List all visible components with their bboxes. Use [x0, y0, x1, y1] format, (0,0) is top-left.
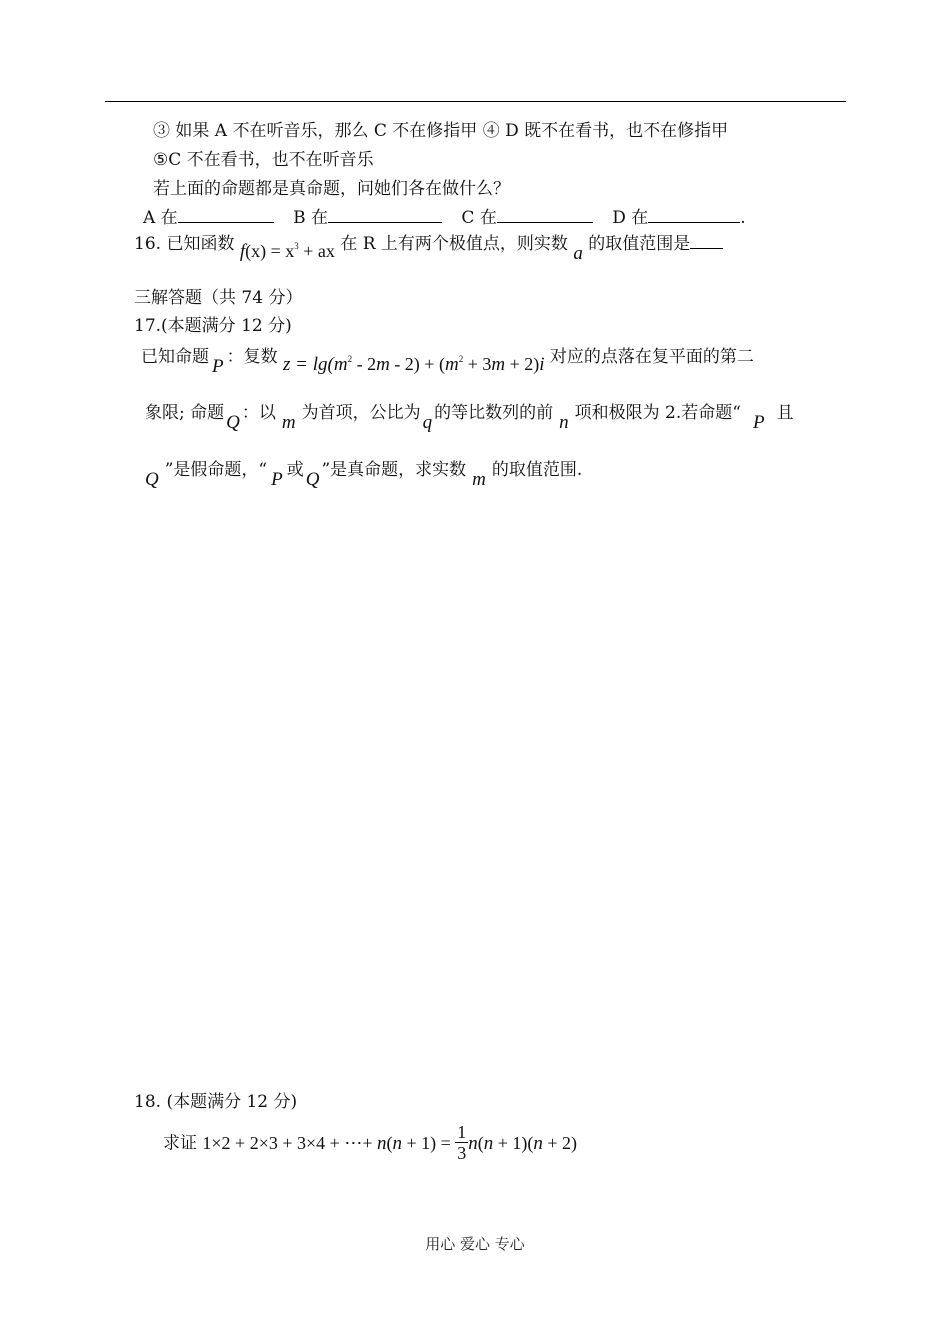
section-heading: 三解答题（共 74 分） — [134, 288, 303, 308]
q17-line-3: Q ”是假命题，“ P 或 Q ”是真命题，求实数 m 的取值范围. — [145, 460, 583, 490]
q15-line-2: ⑤C 不在看书，也不在听音乐 — [153, 150, 374, 170]
complex-number-formula: $z = \lg(m^2 - 2m - 2) + (m^2 + 3m + 2)i$ — [283, 354, 545, 375]
label-c: C 在 — [461, 208, 497, 228]
q17-heading: 17.(本题满分 12 分) — [134, 316, 292, 336]
end-dot: . — [740, 208, 746, 228]
q18-heading: 18. (本题满分 12 分) — [134, 1092, 298, 1112]
q16-function-formula: $f(x) = x^3$ + ax — [239, 241, 335, 262]
label-b: B 在 — [293, 208, 328, 228]
q16-line — [134, 229, 723, 264]
q16-suffix: 的取值范围是 — [588, 234, 691, 254]
page-footer: 用心 爱心 专心 — [425, 1235, 525, 1253]
fraction-one-third: $\frac{1}{3}$ — [457, 1122, 467, 1163]
blank-c[interactable] — [497, 206, 593, 223]
header-rule — [105, 101, 846, 102]
q17-line-1: 已知命题 P ：复数 $z = \lg(m^2 - 2m - 2) + (m^2 + 3m + 2)i$ 对应的点落在复平面的第二 — [141, 347, 754, 377]
blank-a[interactable] — [178, 206, 274, 223]
sum-identity-formula: 1×2 + 2×3 + 3×4 + ⋯+ n(n + 1) = $\frac{1}{3}$ n(n + 1)(n + 2) — [202, 1122, 578, 1163]
label-d: D 在 — [612, 208, 649, 228]
q15-line-1: ③ 如果 A 不在听音乐，那么 C 不在修指甲 ④ D 既不在看书，也不在修指甲 — [153, 121, 729, 141]
blank-d[interactable] — [648, 206, 740, 223]
blank-q16[interactable] — [690, 232, 723, 249]
q18-statement: 求证 1×2 + 2×3 + 3×4 + ⋯+ n(n + 1) = $\frac{1}{3}$ n(n + 1)(n + 2) — [163, 1122, 578, 1163]
q16-mid: 在 R 上有两个极值点，则实数 — [340, 234, 568, 254]
q17-line-2: 象限; 命题 Q ：以 m 为首项，公比为 q 的等比数列的前 n 项和极限为 2.若命题“ P 且 — [145, 403, 794, 433]
blank-b[interactable] — [328, 206, 442, 223]
q15-answers — [143, 203, 746, 228]
q15-line-3: 若上面的命题都是真命题，问她们各在做什么？ — [153, 179, 510, 199]
label-a: A 在 — [143, 208, 178, 228]
var-a: a — [573, 243, 583, 264]
q16-prefix: 16. 已知函数 — [134, 234, 235, 254]
